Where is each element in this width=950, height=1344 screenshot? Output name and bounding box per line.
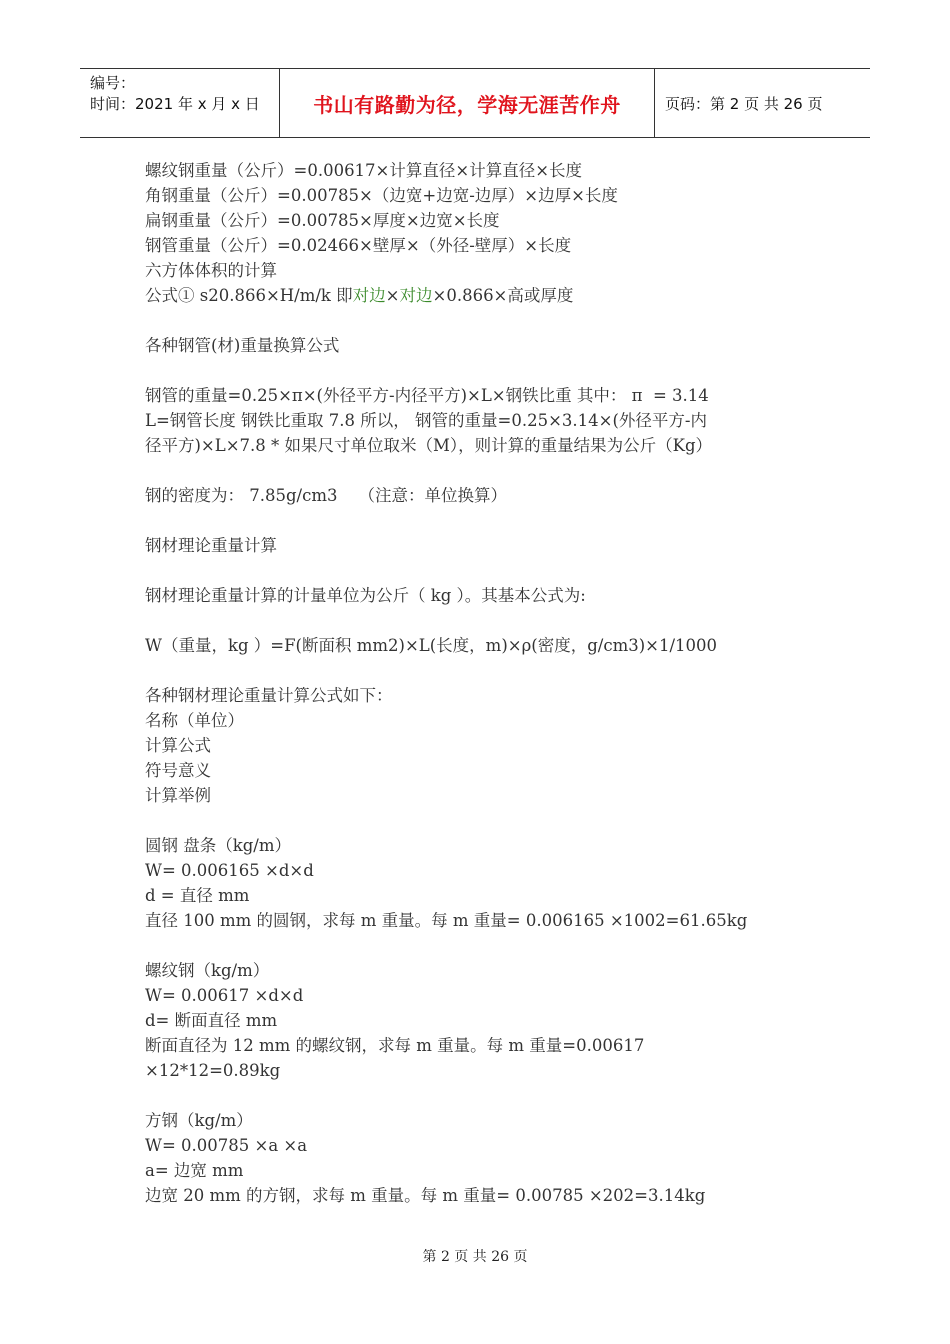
text-line: d = 直径 mm (145, 886, 250, 905)
text-line: 钢管的重量=0.25×π×(外径平方-内径平方)×L×钢铁比重 其中： π = 3.14 (145, 386, 709, 405)
number-label: 编号： (90, 74, 136, 92)
text-line: 角钢重量（公斤）=0.00785×（边宽+边宽-边厚）×边厚×长度 (145, 186, 618, 205)
text-line: 径平方)×L×7.8 * 如果尺寸单位取米（M），则计算的重量结果为公斤（Kg） (145, 436, 713, 455)
section-heading: 各种钢管(材)重量换算公式 (145, 336, 340, 355)
text-line: 计算举例 (145, 786, 211, 805)
text-line: L=钢管长度 钢铁比重取 7.8 所以， 钢管的重量=0.25×3.14×(外径平方-内 (145, 411, 707, 430)
text-line: 钢材理论重量计算的计量单位为公斤（ kg ）。其基本公式为: (145, 586, 586, 605)
formula-text: × (385, 286, 400, 305)
header-page-number: 页码：第 2 页 共 26 页 (665, 94, 823, 113)
text-line: ×12*12=0.89kg (145, 1061, 281, 1080)
text-line: 钢管重量（公斤）=0.02466×壁厚×（外径-壁厚）×长度 (145, 236, 572, 255)
text-line: 名称（单位） (145, 711, 244, 730)
text-line: 方钢（kg/m） (145, 1111, 253, 1130)
formula-line: W= 0.006165 ×d×d (145, 861, 314, 880)
formula-text: 公式① s20.866×H/m/k 即 (145, 286, 353, 305)
text-line: 各种钢材理论重量计算公式如下： (145, 686, 393, 705)
time-label: 时间：2021 年 x 月 x 日 (90, 95, 260, 113)
header-motto: 书山有路勤为径，学海无涯苦作舟 (280, 69, 655, 137)
formula-line: W= 0.00785 ×a ×a (145, 1136, 308, 1155)
formula-line: W= 0.00617 ×d×d (145, 986, 304, 1005)
page-header (80, 68, 870, 138)
text-line: 钢的密度为： 7.85g/cm3 （注意：单位换算） (145, 486, 507, 505)
text-line: 圆钢 盘条（kg/m） (145, 836, 292, 855)
document-body (145, 158, 825, 1208)
formula-text: ×0.866×高或厚度 (432, 286, 574, 305)
highlight-text: 对边 (399, 286, 433, 305)
text-line: 扁钢重量（公斤）=0.00785×厚度×边宽×长度 (145, 211, 500, 230)
page-footer: 第 2 页 共 26 页 (422, 1249, 528, 1265)
highlight-text: 对边 (352, 286, 386, 305)
header-meta (80, 69, 280, 137)
text-line: 断面直径为 12 mm 的螺纹钢，求每 m 重量。每 m 重量=0.00617 (145, 1036, 645, 1055)
formula-line (145, 283, 825, 308)
text-line: 直径 100 mm 的圆钢，求每 m 重量。每 m 重量= 0.006165 ×1002=61.65kg (145, 911, 748, 930)
text-line: 符号意义 (145, 761, 211, 780)
text-line: 六方体体积的计算 (145, 261, 277, 280)
text-line: 螺纹钢重量（公斤）=0.00617×计算直径×计算直径×长度 (145, 161, 583, 180)
text-line: 计算公式 (145, 736, 211, 755)
section-heading: 钢材理论重量计算 (145, 536, 277, 555)
formula-line: W（重量，kg ）=F(断面积 mm2)×L(长度，m)×ρ(密度，g/cm3)×1/1000 (145, 636, 718, 655)
text-line: d= 断面直径 mm (145, 1011, 278, 1030)
text-line: 螺纹钢（kg/m） (145, 961, 270, 980)
text-line: 边宽 20 mm 的方钢，求每 m 重量。每 m 重量= 0.00785 ×202=3.14kg (145, 1186, 706, 1205)
text-line: a= 边宽 mm (145, 1161, 244, 1180)
